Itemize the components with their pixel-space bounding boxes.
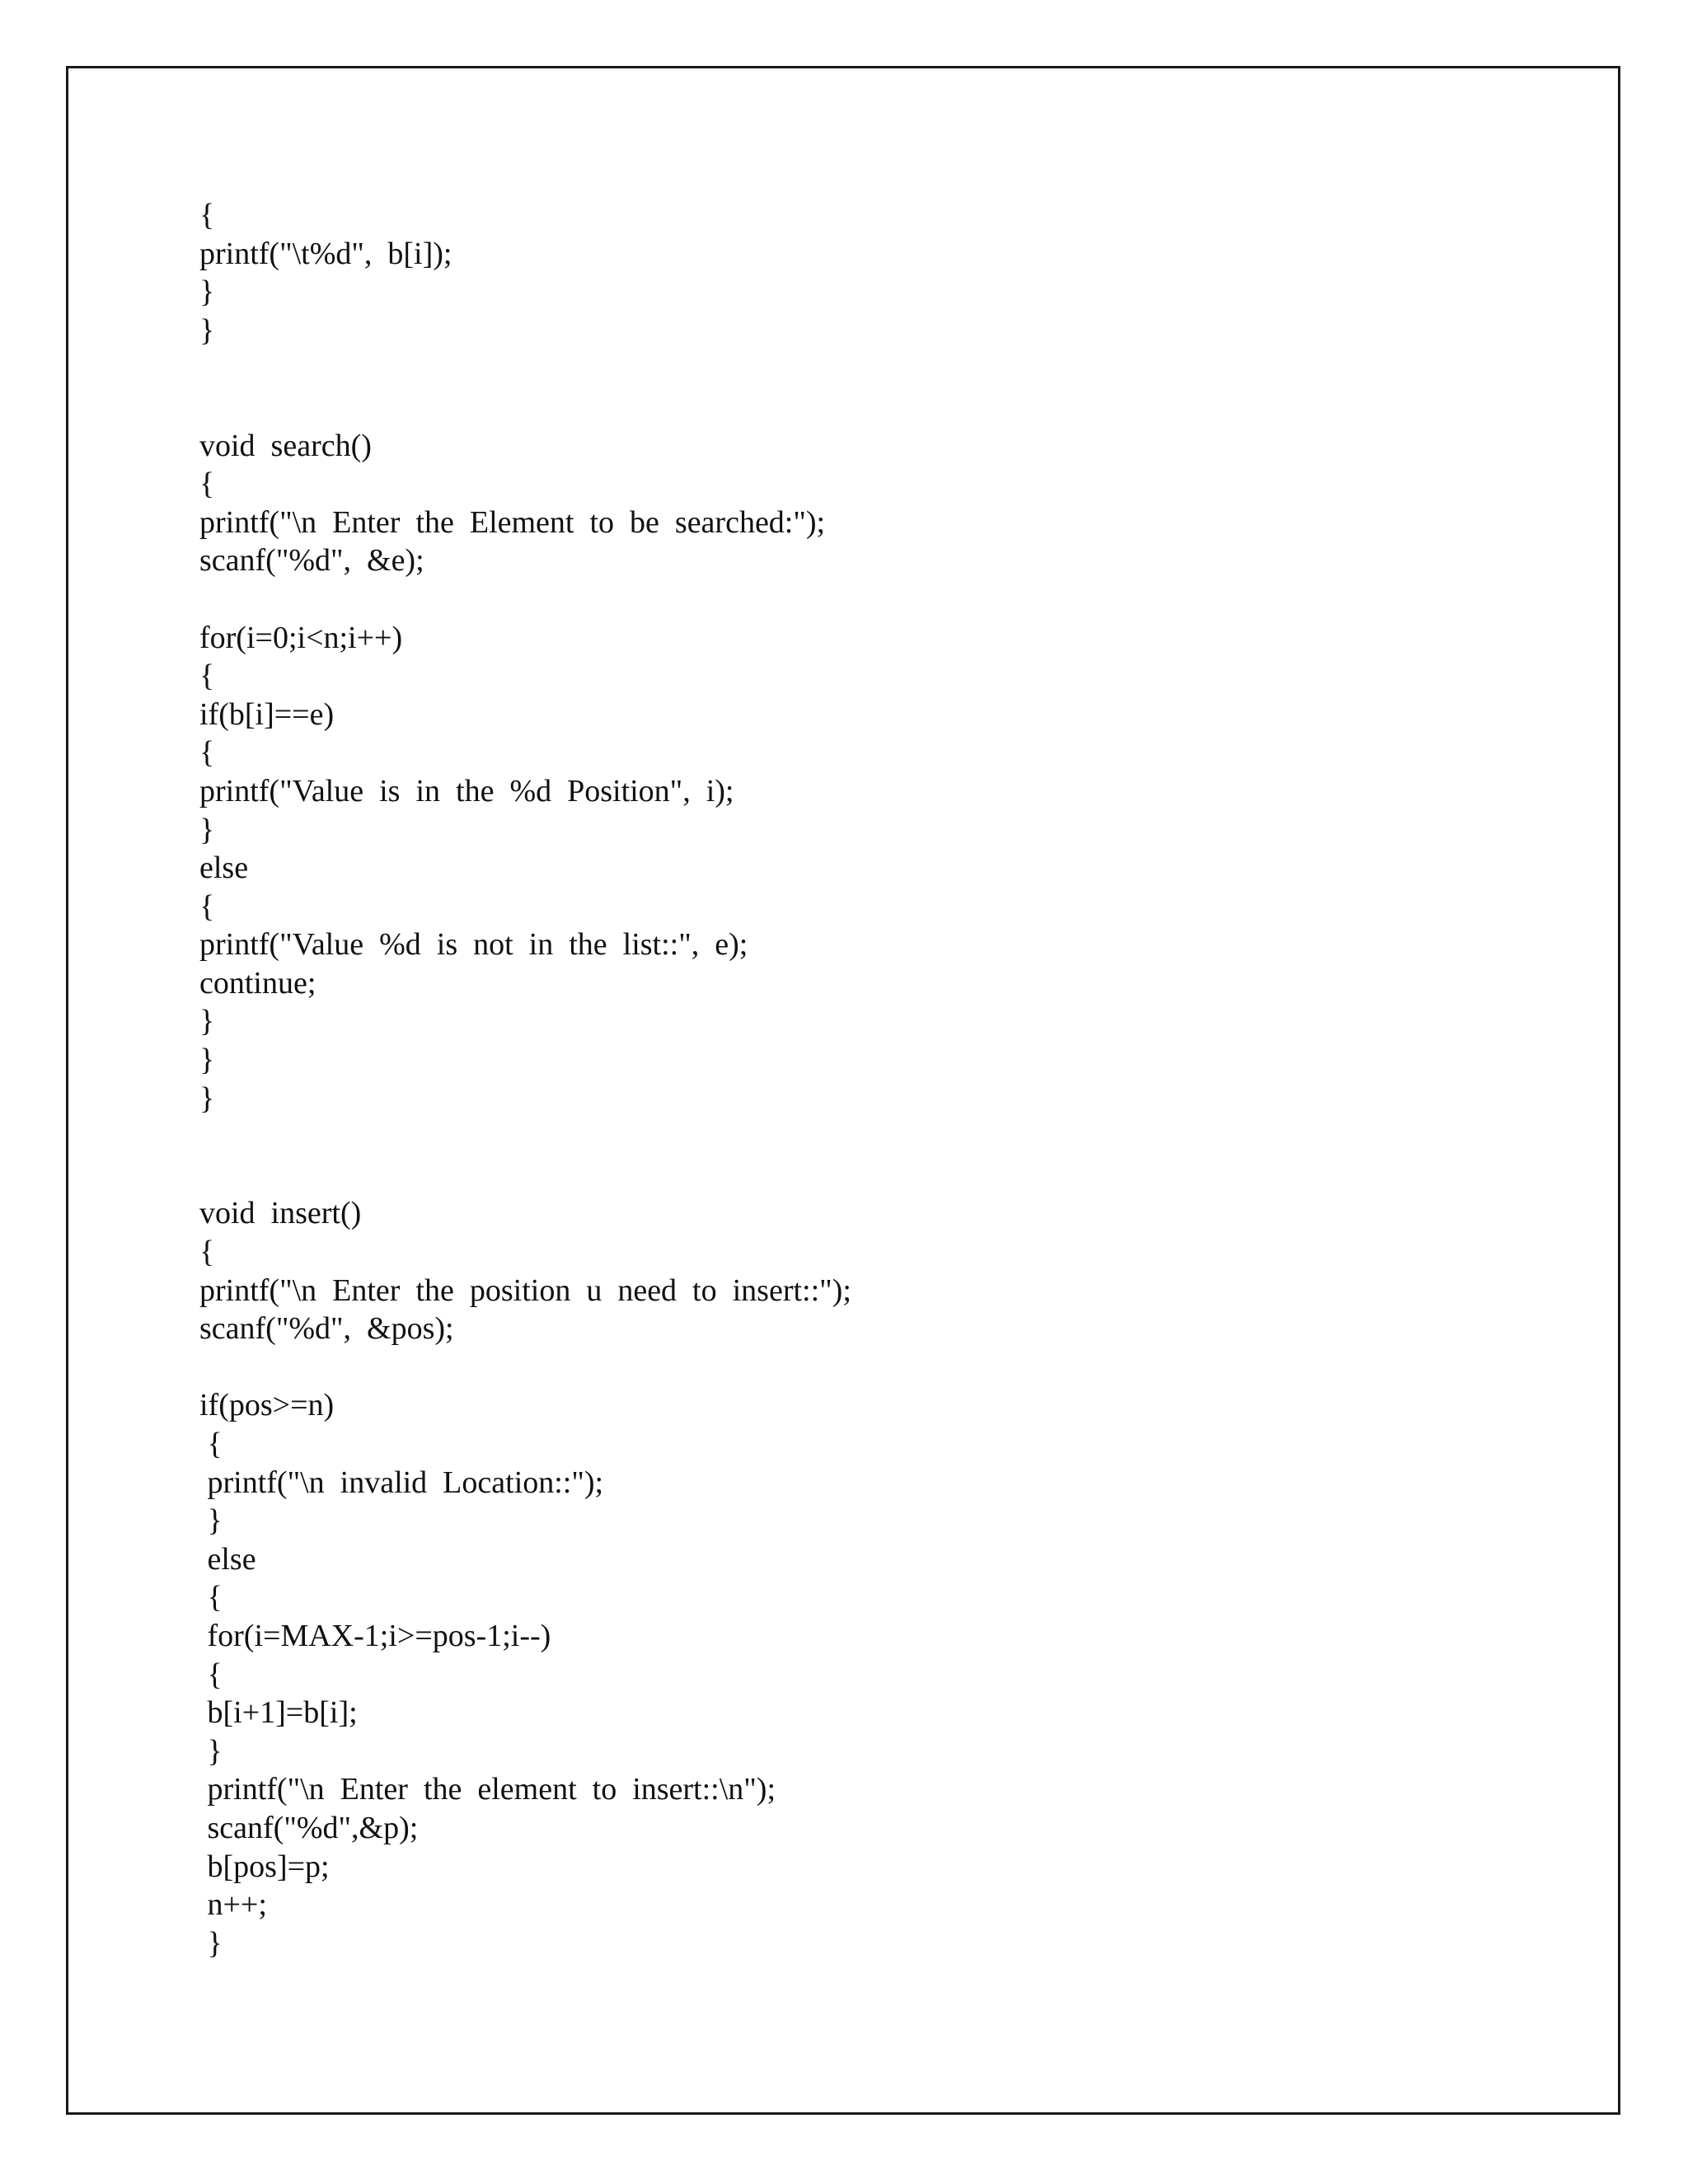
code-line: {: [199, 888, 215, 924]
code-line: scanf("%d",&p);: [199, 1810, 419, 1845]
code-line: }: [199, 1503, 223, 1539]
code-line: printf("\n Enter the element to insert::\n");: [199, 1772, 776, 1807]
code-line: b[pos]=p;: [199, 1849, 330, 1884]
code-line: }: [199, 812, 215, 847]
code-line: }: [199, 274, 215, 310]
code-line: else: [199, 851, 249, 886]
code-line: printf("\n Enter the position u need to insert::");: [199, 1272, 851, 1308]
code-line: b[i+1]=b[i];: [199, 1695, 358, 1731]
code-line-blank: [199, 580, 851, 619]
code-line: {: [199, 658, 215, 694]
code-line: else: [199, 1541, 256, 1577]
code-line-blank: [199, 1156, 851, 1195]
code-line: }: [199, 1925, 223, 1961]
code-line: continue;: [199, 965, 316, 1001]
code-line: if(b[i]==e): [199, 696, 335, 732]
code-line: printf("Value is in the %d Position", i);: [199, 773, 734, 808]
code-line: {: [199, 735, 215, 771]
code-line-blank: [199, 1348, 851, 1387]
code-line: n++;: [199, 1887, 267, 1923]
code-line-blank: [199, 1118, 851, 1156]
code-line: scanf("%d", &e);: [199, 543, 424, 579]
code-line: void search(): [199, 428, 372, 463]
code-line: {: [199, 1657, 223, 1692]
code-line: if(pos>=n): [199, 1388, 335, 1423]
code-line: }: [199, 1043, 215, 1078]
code-line: {: [199, 1427, 223, 1461]
code-line: printf("\n invalid Location::");: [199, 1465, 604, 1500]
code-line-blank: [199, 349, 851, 388]
code-line: {: [199, 1580, 223, 1615]
code-line: scanf("%d", &pos);: [199, 1311, 454, 1347]
code-line: printf("Value %d is not in the list::", e);: [199, 927, 748, 963]
code-line: }: [199, 1004, 215, 1039]
code-line: for(i=MAX-1;i>=pos-1;i--): [199, 1618, 551, 1653]
code-line: void insert(): [199, 1196, 362, 1231]
code-line: printf("\n Enter the Element to be searched:");: [199, 504, 826, 540]
code-line: {: [199, 198, 215, 232]
code-line: {: [199, 1235, 215, 1270]
code-line-blank: [199, 388, 851, 427]
code-line: {: [199, 466, 215, 502]
code-line: }: [199, 1080, 215, 1116]
code-line: }: [199, 312, 215, 348]
code-line: for(i=0;i<n;i++): [199, 620, 403, 655]
code-listing: [199, 196, 851, 1962]
code-line: }: [199, 1733, 223, 1769]
code-line: printf("\t%d", b[i]);: [199, 236, 452, 271]
